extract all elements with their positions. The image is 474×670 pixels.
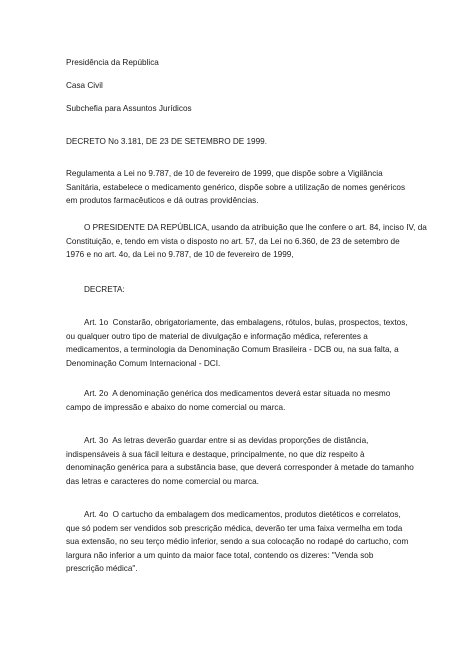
header-casa-civil: Casa Civil [66, 81, 103, 90]
ementa-line: Regulamenta a Lei no 9.787, de 10 de fevereiro de 1999, que dispõe sobre a Vigilância [66, 169, 383, 178]
article-line: Denominação Comum Internacional - DCI. [66, 358, 221, 368]
decreta-heading: DECRETA: [84, 285, 125, 294]
article-line: que só podem ser vendidos sob prescrição médica, deverão ter uma faixa vermelha em toda [66, 523, 403, 533]
ementa-line: Sanitária, estabelece o medicamento genérico, dispõe sobre a utilização de nomes genéricos [66, 182, 406, 192]
preamble-line: 1976 e no art. 4o, da Lei no 9.787, de 10 de fevereiro de 1999, [66, 250, 294, 259]
preamble [66, 221, 427, 262]
article-line: ou qualquer outro tipo de material de divulgação e informação médica, referentes a [66, 331, 368, 341]
article-line: largura não inferior a um quinto da maior face total, contendo os dizeres: "Venda sob [66, 550, 374, 560]
article-line: das letras e caracteres do nome comercial ou marca. [66, 476, 259, 486]
header-subchefia: Subchefia para Assuntos Jurídicos [66, 104, 192, 113]
article-line: Art. 4o O cartucho da embalagem dos medicamentos, produtos dietéticos e correlatos, [84, 510, 401, 519]
preamble-line: O PRESIDENTE DA REPÚBLICA, usando da atribuição que lhe confere o art. 84, inciso IV, da [84, 223, 427, 232]
article-4 [66, 508, 418, 576]
ementa [66, 167, 418, 208]
article-line: medicamentos, a terminologia da Denominação Comum Brasileira - DCB ou, na sua falta, a [66, 345, 399, 354]
article-line: campo de impressão e abaixo do nome comercial ou marca. [66, 402, 286, 412]
article-line: indispensáveis à sua fácil leitura e destaque, principalmente, no que diz respeito à [66, 449, 365, 459]
ementa-line: em produtos farmacêuticos e dá outras providências. [66, 196, 259, 205]
article-2 [66, 387, 418, 414]
article-line: Art. 2o A denominação genérica dos medicamentos deverá estar situada no mesmo [84, 389, 391, 398]
article-line: prescrição médica". [66, 564, 138, 573]
article-line: Art. 1o Constarão, obrigatoriamente, das embalagens, rótulos, bulas, prospectos, textos, [84, 318, 408, 327]
article-line: Art. 3o As letras deverão guardar entre si as devidas proporções de distância, [84, 436, 369, 445]
header-presidencia: Presidência da República [66, 58, 159, 67]
preamble-line: Constituição, e, tendo em vista o disposto no art. 57, da Lei no 6.360, de 23 de setembro de [66, 236, 400, 246]
article-1 [66, 316, 418, 370]
decree-title: DECRETO No 3.181, DE 23 DE SETEMBRO DE 1999. [66, 137, 267, 146]
article-line: denominação genérica para a substância base, que deverá corresponder à metade do tamanho [66, 463, 414, 472]
article-line: sua extensão, no seu terço médio inferior, sendo a sua colocação no rodapé do cartucho, com [66, 537, 409, 546]
article-3 [66, 434, 418, 488]
